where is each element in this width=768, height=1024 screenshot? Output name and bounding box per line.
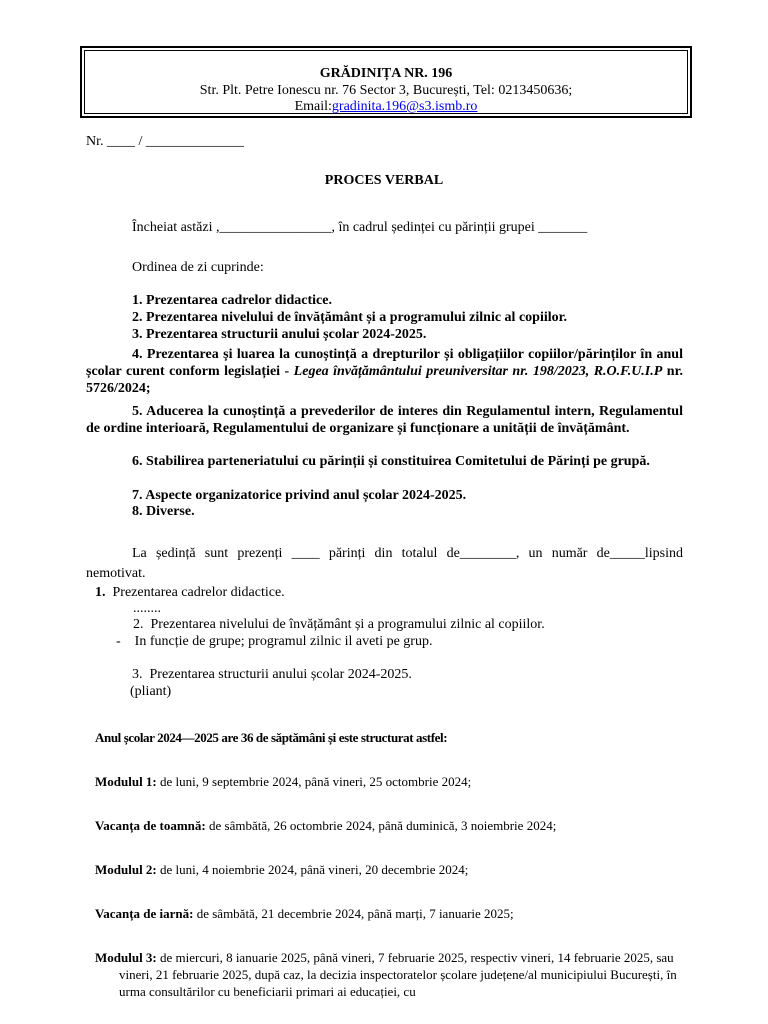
pliant-note: (pliant) xyxy=(130,684,172,699)
body-item-2-sub: - In funcție de grupe; programul zilnic il aveti pe grup. xyxy=(116,634,433,649)
period-modul-2: Modulul 2: de luni, 4 noiembrie 2024, până vineri, 20 decembrie 2024; xyxy=(95,862,469,877)
agenda-item-8: 8. Diverse. xyxy=(132,504,195,519)
body-item-2: 2. Prezentarea nivelului de învățământ și a programului zilnic al copiilor. xyxy=(133,617,545,632)
school-email-line xyxy=(82,99,690,115)
email-prefix: Email: xyxy=(294,99,332,114)
structure-heading: Anul școlar 2024—2025 are 36 de săptămâni și este structurat astfel: xyxy=(95,730,448,745)
agenda-item-1: 1. Prezentarea cadrelor didactice. xyxy=(132,293,332,308)
agenda-item-5: 5. Aducerea la cunoștință a prevederilor de interes din Regulamentul intern, Regulamentul de ordine interioară, Regulamentului de organizare și funcționare a unității de învățământ. xyxy=(86,404,683,436)
period-vacanta-toamna: Vacanța de toamnă: de sâmbătă, 26 octombrie 2024, până duminică, 3 noiembrie 2024; xyxy=(95,818,557,833)
period-modul-3: Modulul 3: de miercuri, 8 ianuarie 2025, până vineri, 7 februarie 2025, respectiv vineri, 14 februarie 2025, sau vineri, 21 februarie 2025, după caz, la decizia inspectoratelor școlare județene/al municipiului București, în urma consultărilor cu beneficiarii primari ai educației, cu xyxy=(95,950,677,999)
period-vacanta-iarna: Vacanța de iarnă: de sâmbătă, 21 decembrie 2024, până marți, 7 ianuarie 2025; xyxy=(95,906,514,921)
agenda-intro: Ordinea de zi cuprinde: xyxy=(132,260,264,275)
agenda-item-4: 4. Prezentarea și luarea la cunoștință a drepturilor și obligațiilor copiilor/părinților în anul școlar curent conform legislației - Legea învățământului preuniversitar nr. 198/2023, R.O.F.U.I.P nr. 5726/2024; xyxy=(86,347,683,396)
body-dots: ........ xyxy=(133,601,161,616)
school-address: Str. Plt. Petre Ionescu nr. 76 Sector 3, București, Tel: 0213450636; xyxy=(199,83,573,98)
header-box xyxy=(80,46,692,118)
body-item-1: 1. Prezentarea cadrelor didactice. xyxy=(95,585,285,600)
attendance-line: La ședință sunt prezenți ____ părinți din totalul de________, un număr de_____lipsind nemotivat. xyxy=(86,546,683,581)
document-number: Nr. ____ / ______________ xyxy=(86,134,244,149)
agenda-item-3: 3. Prezentarea structurii anului școlar 2024-2025. xyxy=(132,327,427,342)
agenda-item-7: 7. Aspecte organizatorice privind anul școlar 2024-2025. xyxy=(132,488,467,503)
agenda-item-6: 6. Stabilirea parteneriatului cu părinții și constituirea Comitetului de Părinți pe grupă. xyxy=(132,454,650,469)
email-link[interactable]: gradinita.196@s3.ismb.ro xyxy=(331,99,478,114)
incheiat-line: Încheiat astăzi ,________________, în cadrul ședinței cu părinții grupei _______ xyxy=(132,220,588,235)
body-item-3: 3. Prezentarea structurii anului școlar 2024-2025. xyxy=(132,667,412,682)
school-name: GRĂDINIȚA NR. 196 xyxy=(319,66,453,81)
agenda-item-2: 2. Prezentarea nivelului de învățământ și a programului zilnic al copiilor. xyxy=(132,310,568,325)
document-title: PROCES VERBAL xyxy=(324,173,444,188)
period-modul-1: Modulul 1: de luni, 9 septembrie 2024, până vineri, 25 octombrie 2024; xyxy=(95,774,472,789)
